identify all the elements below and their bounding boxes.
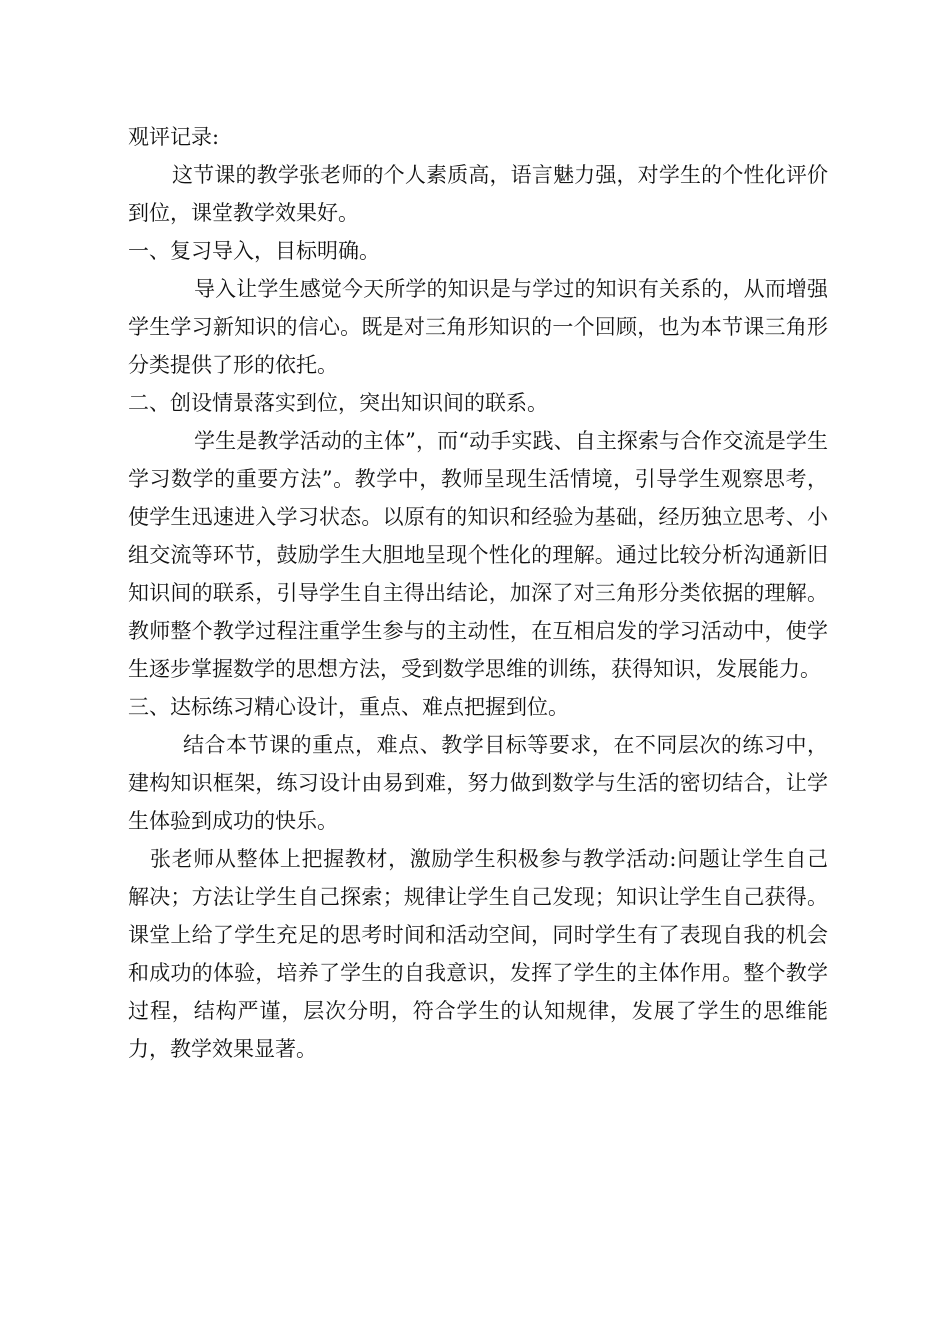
- intro-paragraph: 这节课的教学张老师的个人素质高，语言魅力强，对学生的个性化评价到位，课堂教学效果好。: [128, 163, 828, 225]
- conclusion-paragraph: 张老师从整体上把握教材，激励学生积极参与教学活动:问题让学生自己解决；方法让学生自己探索；规律让学生自己发现；知识让学生自己获得。课堂上给了学生充足的思考时间和活动空间，同时学生有了表现自我的机会和成功的体验，培养了学生的自我意识，发挥了学生的主体作用。整个教学过程，结构严谨，层次分明，符合学生的认知规律，发展了学生的思维能力，教学效果显著。: [128, 847, 828, 1061]
- document-title: 观评记录:: [128, 125, 220, 149]
- section-2-heading: 二、创设情景落实到位，突出知识间的联系。: [128, 391, 548, 415]
- section-2-body: 学生是教学活动的主体”，而“动手实践、自主探索与合作交流是学生学习数学的重要方法”。教学中，教师呈现生活情境，引导学生观察思考，使学生迅速进入学习状态。以原有的知识和经验为基础，经历独立思考、小组交流等环节，鼓励学生大胆地呈现个性化的理解。通过比较分析沟通新旧知识间的联系，引导学生自主得出结论，加深了对三角形分类依据的理解。教师整个教学过程注重学生参与的主动性，在互相启发的学习活动中，使学生逐步掌握数学的思想方法，受到数学思维的训练，获得知识，发展能力。: [128, 429, 828, 681]
- section-3-heading: 三、达标练习精心设计，重点、难点把握到位。: [128, 695, 569, 719]
- section-3-body: 结合本节课的重点，难点、教学目标等要求，在不同层次的练习中，建构知识框架，练习设计由易到难，努力做到数学与生活的密切结合，让学生体验到成功的快乐。: [128, 733, 828, 833]
- section-1-body: 导入让学生感觉今天所学的知识是与学过的知识有关系的，从而增强学生学习新知识的信心。既是对三角形知识的一个回顾，也为本节课三角形分类提供了形的依托。: [128, 277, 828, 377]
- section-1-heading: 一、复习导入，目标明确。: [128, 239, 380, 263]
- document-body: [128, 118, 828, 1068]
